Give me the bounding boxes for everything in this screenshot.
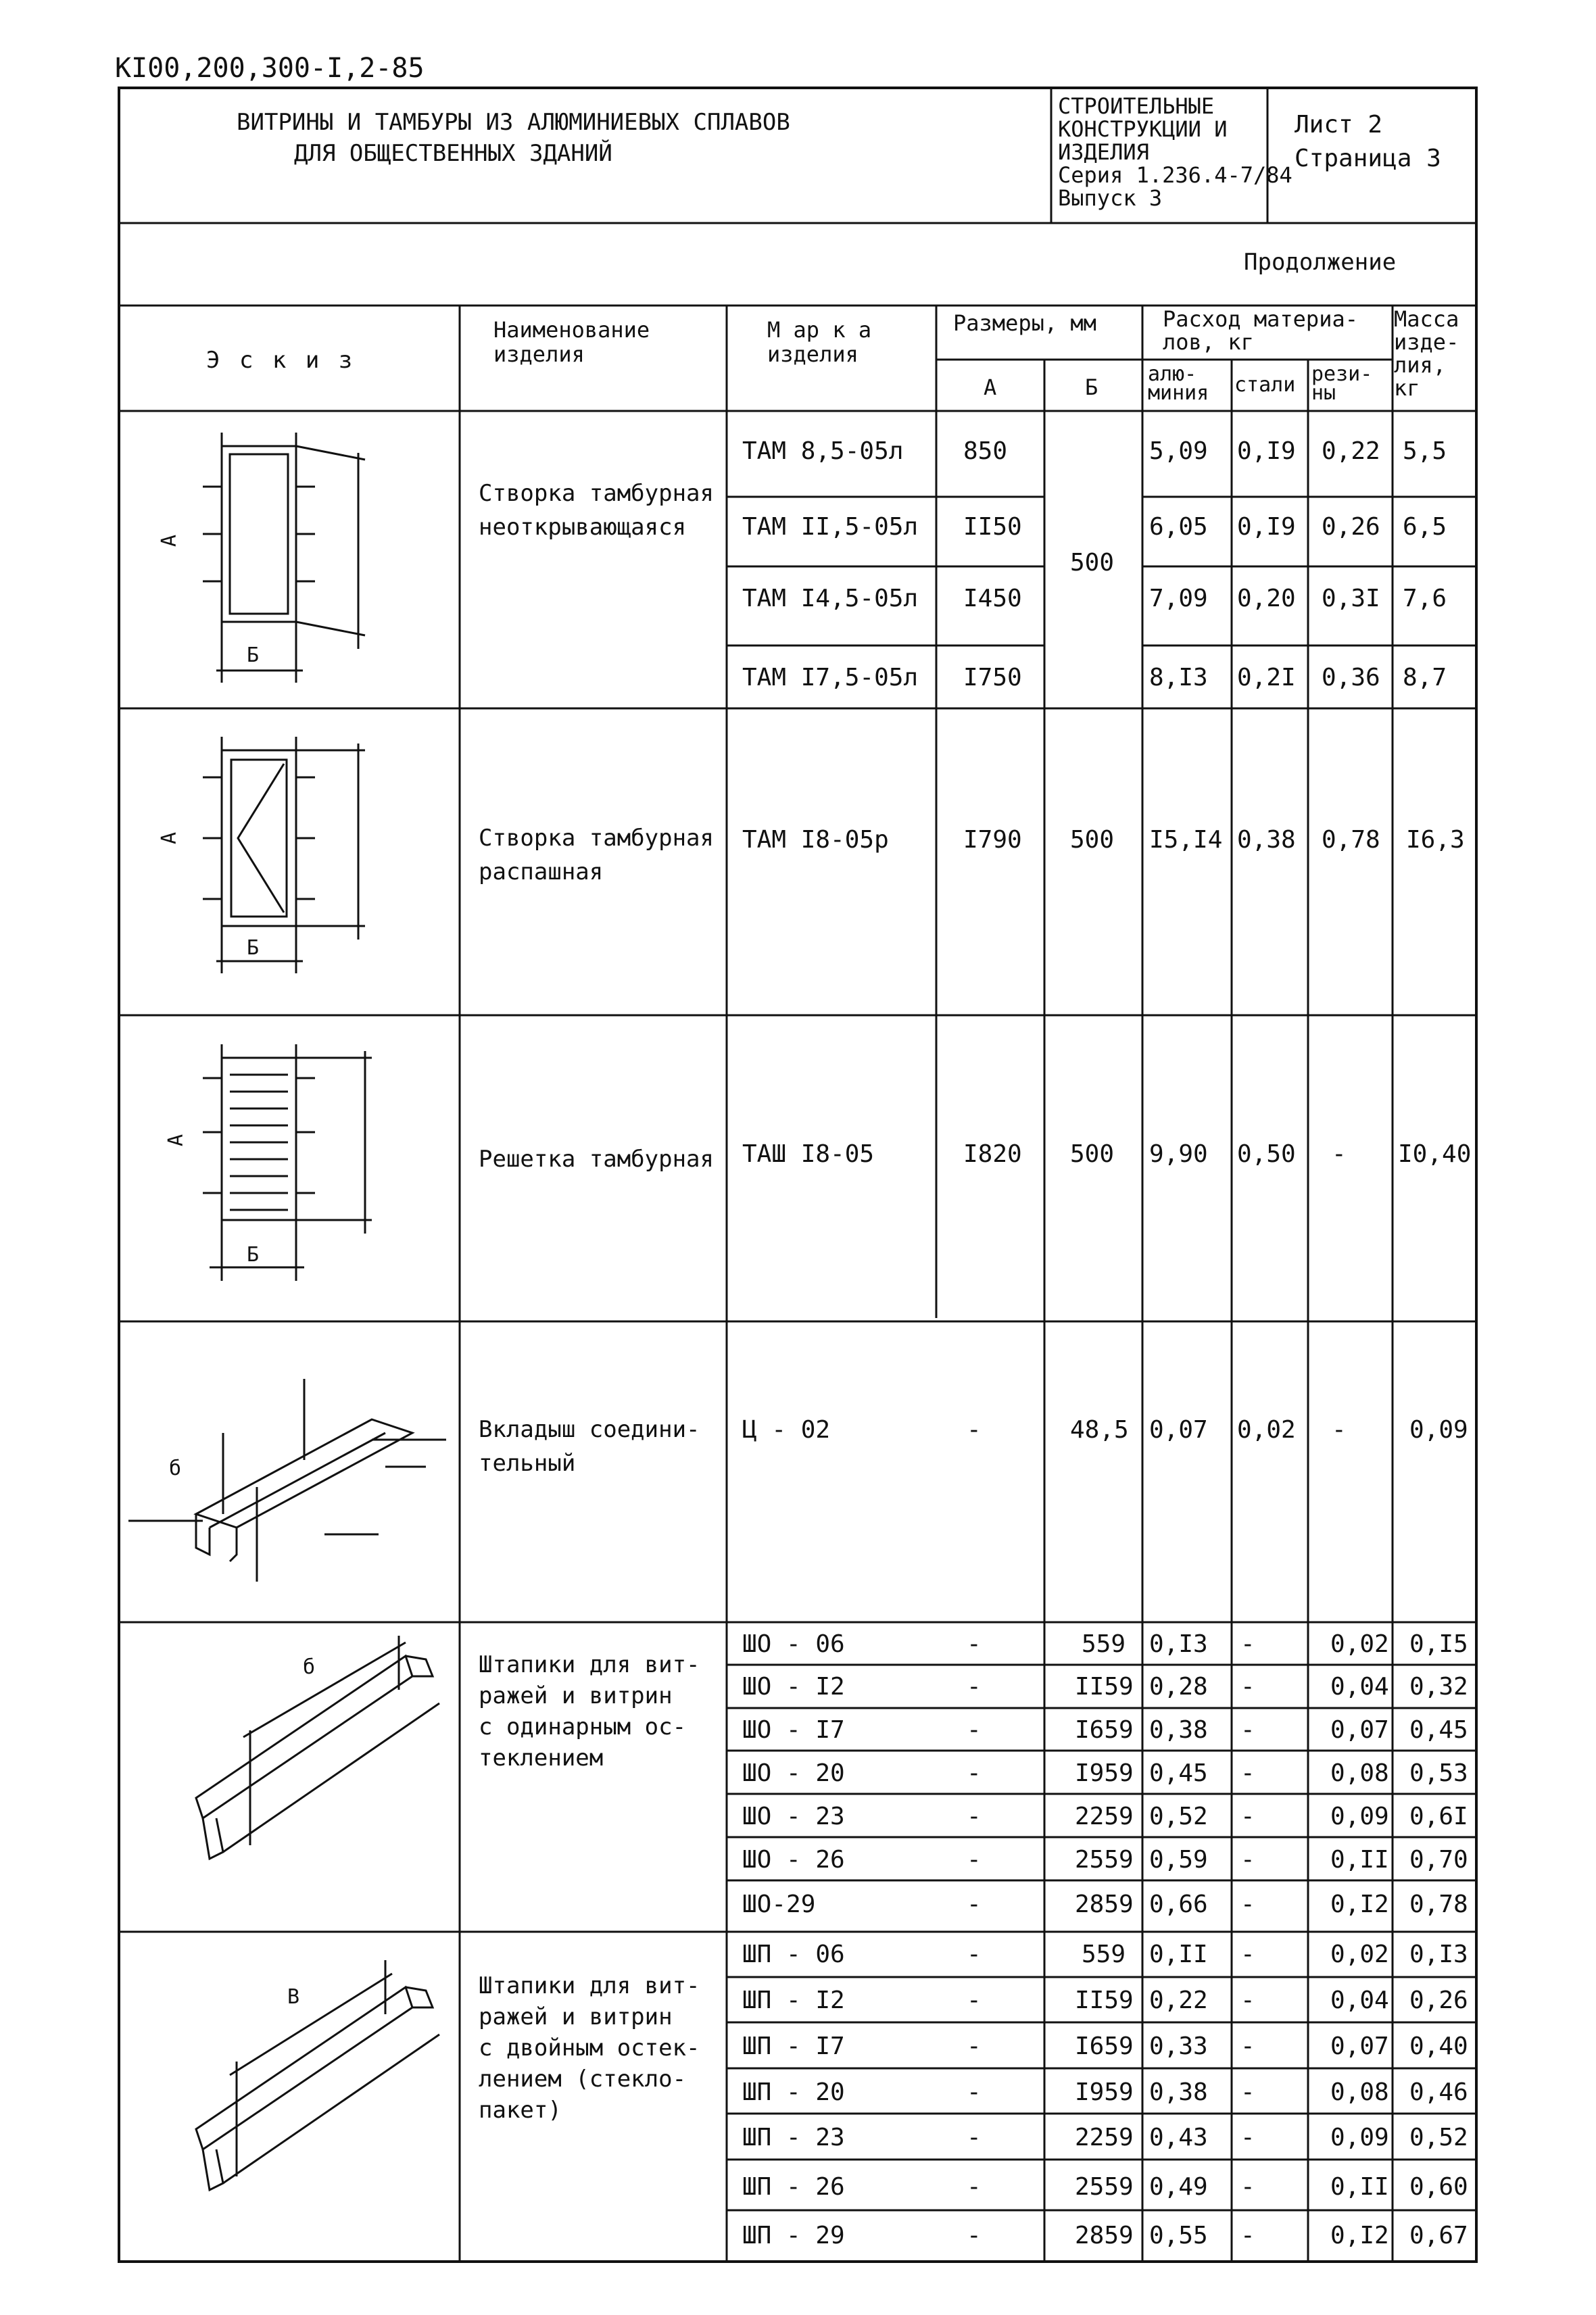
row-alu: 8,I3 [1149,664,1208,691]
row-alu: 7,09 [1149,585,1208,612]
row-rubber: 0,07 [1330,2032,1389,2060]
col-rubber-line2: ны [1311,381,1336,405]
row-alu: 0,59 [1149,1846,1208,1874]
row-size-a: 850 [963,437,1008,465]
series-line-5: Выпуск 3 [1058,185,1163,211]
title-line-2: ДЛЯ ОБЩЕСТВЕННЫХ ЗДАНИЙ [294,140,612,167]
row-alu: 0,28 [1149,1673,1208,1701]
item-name-grate: Решетка тамбурная [479,1146,714,1173]
row-mass: 0,6I [1409,1803,1468,1830]
row-size-b: 559 [1082,1941,1126,1968]
row-mass: 0,26 [1409,1987,1468,2014]
row-mass: 0,67 [1409,2222,1468,2249]
row-steel: 0,I9 [1237,513,1296,541]
row-rubber: - [1332,1416,1347,1444]
row-size-b: 500 [1070,826,1115,854]
row-mass: 0,70 [1409,1846,1468,1874]
row-mass: 6,5 [1403,513,1447,541]
row-size-b: I959 [1075,2078,1134,2106]
row-mass: 0,78 [1409,1891,1468,1918]
row-size-a: - [967,1630,982,1658]
row-mark: ШО - I7 [742,1716,845,1744]
row-mass: 0,53 [1409,1759,1468,1787]
row-mark: ТАМ I8-05р [742,826,889,854]
row-mark: ШП - 20 [742,2078,845,2106]
col-size-b: Б [1085,374,1098,400]
row-size-a: - [967,1759,982,1787]
row-alu: 0,I3 [1149,1630,1208,1658]
row-alu: 0,66 [1149,1891,1208,1918]
item-name-double-bead: Штапики для вит- ражей и витрин с двойным остек- лением (стекло- пакет) [479,1972,700,2124]
row-mark: ШО - 23 [742,1803,845,1830]
row-mass: 0,46 [1409,2078,1468,2106]
row-rubber: 0,3I [1322,585,1380,612]
row-mark: ШО-29 [742,1891,816,1918]
row-size-a: - [967,1891,982,1918]
row-rubber: 0,02 [1330,1630,1389,1658]
row-size-b: 500 [1070,549,1115,577]
row-size-a: I790 [963,826,1022,854]
col-name-line2: изделия [493,341,585,367]
item-name-swing-sash: Створка тамбурная распашная [479,825,714,885]
row-mark: ШО - I2 [742,1673,845,1701]
col-mass-line3: лия, [1394,352,1447,378]
row-steel: - [1240,1673,1255,1701]
row-size-b: 2559 [1075,2173,1134,2201]
row-mass: I0,40 [1398,1140,1472,1168]
row-size-a: - [967,1941,982,1968]
row-size-a: - [967,2078,982,2106]
row-steel: - [1240,1803,1255,1830]
row-mass: 0,I3 [1409,1941,1468,1968]
row-alu: 0,55 [1149,2222,1208,2249]
row-rubber: 0,I2 [1330,1891,1389,1918]
col-mass-line2: изде- [1394,329,1459,355]
continuation-label: Продолжение [1244,249,1397,276]
row-rubber: - [1332,1140,1347,1168]
row-alu: I5,I4 [1149,826,1223,854]
dim-b-small-label: б [303,1655,316,1679]
swing-sash-icon [189,737,406,994]
row-mark: ШП - 26 [742,2173,845,2201]
row-alu: 6,05 [1149,513,1208,541]
item-name-fixed-sash: Створка тамбурная неоткрывающаяся [479,480,714,541]
col-size-a: А [984,374,997,400]
row-size-b: I659 [1075,1716,1134,1744]
dim-b-label: Б [247,643,260,667]
row-mass: 5,5 [1403,437,1447,465]
row-mass: 0,I5 [1409,1630,1468,1658]
row-alu: 0,07 [1149,1416,1208,1444]
row-alu: 0,22 [1149,1987,1208,2014]
row-size-a: I750 [963,664,1022,691]
row-size-a: - [967,1673,982,1701]
col-consumption-line2: лов, кг [1163,329,1254,355]
row-mass: 0,09 [1409,1416,1468,1444]
row-steel: - [1240,1941,1255,1968]
dim-b-small-label: б [169,1457,182,1480]
row-size-a: - [967,1987,982,2014]
page-number: Страница 3 [1295,145,1441,172]
row-size-a: - [967,2032,982,2060]
row-size-b: 2259 [1075,1803,1134,1830]
row-rubber: 0,07 [1330,1716,1389,1744]
row-mark: ШП - 06 [742,1941,845,1968]
row-rubber: 0,36 [1322,664,1380,691]
row-mass: 0,40 [1409,2032,1468,2060]
series-line-1: СТРОИТЕЛЬНЫЕ [1058,93,1215,119]
col-alu [1148,362,1209,405]
row-steel: - [1240,2173,1255,2201]
row-alu: 0,43 [1149,2124,1208,2151]
row-size-a: - [967,1846,982,1874]
row-mark: ШП - 23 [742,2124,845,2151]
series-line-4: Серия 1.236.4-7/84 [1058,162,1292,188]
row-size-b: 48,5 [1070,1416,1129,1444]
row-alu: 0,52 [1149,1803,1208,1830]
row-mark: ТАМ I4,5-05л [742,585,919,612]
item-name-single-bead: Штапики для вит- ражей и витрин с одинарным ос- теклением [479,1651,700,1772]
row-steel: - [1240,1759,1255,1787]
row-size-a: II50 [963,513,1022,541]
col-rubber [1311,362,1373,405]
row-steel: - [1240,2222,1255,2249]
row-size-b: 500 [1070,1140,1115,1168]
row-rubber: 0,02 [1330,1941,1389,1968]
col-mass [1394,308,1459,399]
row-mark: ШП - I2 [742,1987,845,2014]
col-consumption [1163,308,1358,354]
col-alu-line1: алю- [1148,362,1197,386]
row-mass: 7,6 [1403,585,1447,612]
row-steel: 0,38 [1237,826,1296,854]
row-alu: 0,33 [1149,2032,1208,2060]
row-rubber: 0,09 [1330,2124,1389,2151]
col-mark-line1: М ар к а [767,317,872,343]
col-mark [767,318,871,366]
dim-a-label: А [164,1134,189,1147]
col-sizes: Размеры, мм [953,310,1096,336]
row-alu: 0,45 [1149,1759,1208,1787]
row-alu: 0,II [1149,1941,1208,1968]
grate-icon [189,1044,406,1288]
item-name-connector: Вкладыш соедини- тельный [479,1416,700,1477]
row-rubber: 0,22 [1322,437,1380,465]
col-consumption-line1: Расход материа- [1163,306,1358,332]
row-mark: ШО - 26 [742,1846,845,1874]
row-size-a: - [967,2222,982,2249]
row-rubber: 0,II [1330,1846,1389,1874]
row-steel: 0,2I [1237,664,1296,691]
row-size-b: 2859 [1075,1891,1134,1918]
series-line-3: ИЗДЕЛИЯ [1058,139,1149,165]
row-size-b: 2259 [1075,2124,1134,2151]
row-size-b: I659 [1075,2032,1134,2060]
col-mass-line4: кг [1394,375,1420,401]
row-size-a: I820 [963,1140,1022,1168]
row-rubber: 0,26 [1322,513,1380,541]
row-size-a: - [967,2173,982,2201]
row-steel: - [1240,1891,1255,1918]
row-size-a: I450 [963,585,1022,612]
row-alu: 0,38 [1149,1716,1208,1744]
row-size-b: 2859 [1075,2222,1134,2249]
dim-b-label: Б [247,1243,260,1267]
single-glazing-bead-icon [183,1629,453,1879]
row-mark: ТАШ I8-05 [742,1140,875,1168]
row-steel: - [1240,1846,1255,1874]
row-steel: - [1240,1716,1255,1744]
row-mark: ШП - I7 [742,2032,845,2060]
row-size-a: - [967,1716,982,1744]
row-mark: ШП - 29 [742,2222,845,2249]
row-steel: - [1240,1630,1255,1658]
row-mass: 0,45 [1409,1716,1468,1744]
row-rubber: 0,08 [1330,2078,1389,2106]
row-mark: ШО - 06 [742,1630,845,1658]
row-steel: - [1240,2032,1255,2060]
sheet-number: Лист 2 [1295,111,1383,139]
col-sketch: Э с к и з [206,347,356,374]
row-steel: 0,02 [1237,1416,1296,1444]
row-mass: 8,7 [1403,664,1447,691]
row-alu: 0,49 [1149,2173,1208,2201]
row-size-b: 559 [1082,1630,1126,1658]
row-size-b: I959 [1075,1759,1134,1787]
row-steel: 0,20 [1237,585,1296,612]
title-line-1: ВИТРИНЫ И ТАМБУРЫ ИЗ АЛЮМИНИЕВЫХ СПЛАВОВ [237,109,790,136]
row-mark: ТАМ II,5-05л [742,513,919,541]
row-rubber: 0,08 [1330,1759,1389,1787]
row-mark: ТАМ I7,5-05л [742,664,919,691]
row-steel: - [1240,1987,1255,2014]
row-size-a: - [967,2124,982,2151]
row-mark: ТАМ 8,5-05л [742,437,904,465]
row-rubber: 0,I2 [1330,2222,1389,2249]
row-steel: 0,50 [1237,1140,1296,1168]
fixed-sash-icon [189,433,406,689]
row-mass: I6,3 [1406,826,1465,854]
row-steel: - [1240,2124,1255,2151]
row-mass: 0,60 [1409,2173,1468,2201]
series-line-2: КОНСТРУКЦИИ И [1058,116,1228,142]
dim-a-label: А [158,534,182,547]
row-alu: 9,90 [1149,1140,1208,1168]
row-rubber: 0,04 [1330,1673,1389,1701]
row-size-a: - [967,1416,982,1444]
row-alu: 0,38 [1149,2078,1208,2106]
row-steel: - [1240,2078,1255,2106]
col-mass-line1: Масса [1394,306,1459,332]
row-size-b: II59 [1075,1987,1134,2014]
row-mass: 0,52 [1409,2124,1468,2151]
row-mass: 0,32 [1409,1673,1468,1701]
row-rubber: 0,04 [1330,1987,1389,2014]
dim-v-label: В [287,1985,300,2009]
row-size-b: 2559 [1075,1846,1134,1874]
row-mark: Ц - 02 [742,1416,831,1444]
col-mark-line2: изделия [767,341,859,367]
row-alu: 5,09 [1149,437,1208,465]
row-steel: 0,I9 [1237,437,1296,465]
row-size-a: - [967,1803,982,1830]
document-code: КI00,200,300-I,2-85 [115,53,425,84]
row-rubber: 0,09 [1330,1803,1389,1830]
dim-a-label: А [158,831,182,845]
row-size-b: II59 [1075,1673,1134,1701]
col-steel: стали [1234,373,1296,397]
row-rubber: 0,II [1330,2173,1389,2201]
row-rubber: 0,78 [1322,826,1380,854]
col-alu-line2: миния [1148,381,1209,405]
col-rubber-line1: рези- [1311,362,1373,386]
col-name-line1: Наименование [493,317,650,343]
double-glazing-bead-icon [183,1947,453,2197]
dim-b-label: Б [247,936,260,960]
col-name [493,318,650,366]
row-mark: ШО - 20 [742,1759,845,1787]
